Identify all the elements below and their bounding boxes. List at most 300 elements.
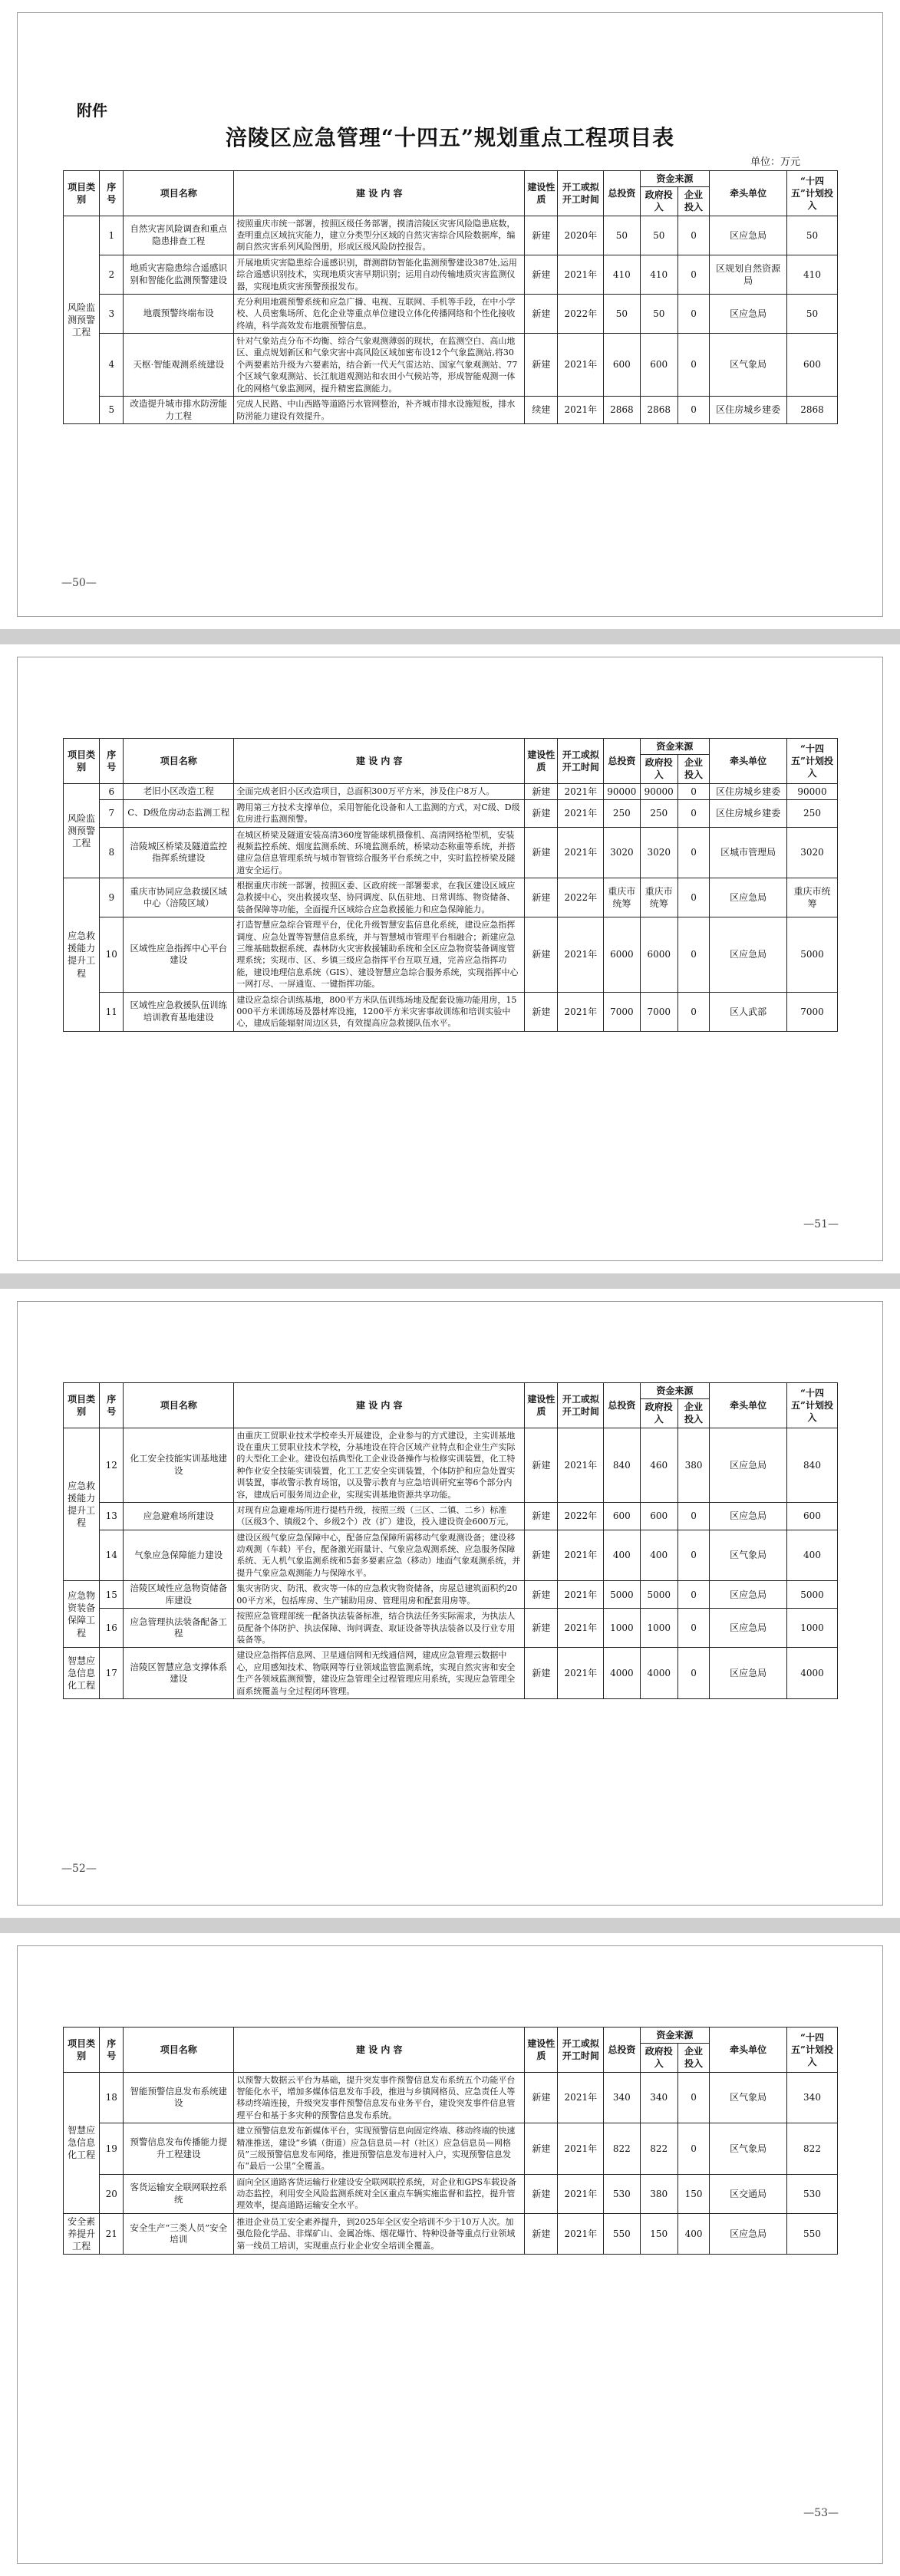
total-cell: 5000 — [604, 1581, 640, 1609]
ent-cell: 0 — [677, 1648, 709, 1699]
table-row — [64, 334, 838, 397]
plan-cell: 3020 — [787, 827, 838, 878]
plan-cell: 250 — [787, 799, 838, 827]
header-name: 项目名称 — [124, 739, 234, 784]
plan-cell: 600 — [787, 1502, 838, 1530]
gov-cell: 250 — [640, 799, 677, 827]
total-cell: 3020 — [604, 827, 640, 878]
start-year-cell: 2021年 — [558, 827, 604, 878]
project-table — [63, 2027, 838, 2255]
gov-cell: 5000 — [640, 1581, 677, 1609]
plan-cell: 重庆市统筹 — [787, 878, 838, 917]
nature-cell: 新建 — [525, 216, 558, 255]
project-name-cell: 涪陵区智慧应急支撑体系建设 — [124, 1648, 234, 1699]
total-cell: 400 — [604, 1530, 640, 1581]
header-category: 项目类别 — [64, 1383, 100, 1428]
ent-cell: 0 — [677, 992, 709, 1031]
content-cell: 对现有应急避难场所进行提档升级，按照三级（三区、二镇、二乡）标准（区级3个、镇级2个、乡级2个）改（扩）建设，投入建设资金600万元。 — [234, 1502, 525, 1530]
gov-cell: 150 — [640, 2213, 677, 2255]
start-year-cell: 2022年 — [558, 294, 604, 333]
header-content: 建 设 内 容 — [234, 739, 525, 784]
project-name-cell: 安全生产“三类人员”安全培训 — [124, 2213, 234, 2255]
header-total: 总投资 — [604, 2028, 640, 2073]
gov-cell: 3020 — [640, 827, 677, 878]
header-funds: 资金来源 — [640, 1383, 710, 1399]
nature-cell: 新建 — [525, 783, 558, 799]
project-name-cell: 重庆市协同应急救援区域中心（涪陵区域） — [124, 878, 234, 917]
lead-cell: 区气象局 — [710, 2072, 787, 2123]
project-name-cell: 气象应急保障能力建设 — [124, 1530, 234, 1581]
project-name-cell: 涪陵区域性应急物资储备库建设 — [124, 1581, 234, 1609]
nature-cell: 新建 — [525, 799, 558, 827]
lead-cell: 区气象局 — [710, 2123, 787, 2175]
seq-cell: 13 — [100, 1502, 124, 1530]
table-row — [64, 878, 838, 917]
ent-cell: 150 — [677, 2174, 709, 2213]
seq-cell: 2 — [100, 255, 124, 294]
start-year-cell: 2022年 — [558, 878, 604, 917]
start-year-cell: 2021年 — [558, 992, 604, 1031]
project-name-cell: 应急避难场所建设 — [124, 1502, 234, 1530]
lead-cell: 区应急局 — [710, 917, 787, 992]
content-cell: 开展地质灾害隐患综合遥感识别，群测群防智能化监测预警建设387处,运用综合遥感识别技术，实现地质灾害早期识别；运用自动传输地质灾害监测仪器，实现地质灾害预警预报发布。 — [234, 255, 525, 294]
page-number: —51— — [803, 1218, 839, 1230]
content-cell: 针对气象站点分布不均衡、综合气象观测薄弱的现状，在监测空白、高山地区、重点规划新区和气象灾害中高风险区域加密布设12个气象监测站,将30个两要素站升级为六要素站，结合新一代天气雷达站、国家气象观测站、77个区域气象观测站、长江航道观测站和农田小气候站等，形成智能观测一体化的网格气象监测网，提升精密监测能力。 — [234, 334, 525, 397]
project-name-cell: 区域性应急指挥中心平台建设 — [124, 917, 234, 992]
header-total: 总投资 — [604, 739, 640, 784]
nature-cell: 新建 — [525, 1502, 558, 1530]
header-ent: 企业投入 — [677, 2044, 709, 2072]
gov-cell: 600 — [640, 334, 677, 397]
lead-cell: 区住房城乡建委 — [710, 397, 787, 424]
header-content: 建 设 内 容 — [234, 171, 525, 216]
plan-cell: 4000 — [787, 1648, 838, 1699]
plan-cell: 840 — [787, 1428, 838, 1502]
document-title: 涪陵区应急管理“十四五”规划重点工程项目表 — [225, 125, 675, 150]
project-name-cell: 客货运输安全联网联控系统 — [124, 2174, 234, 2213]
plan-cell: 7000 — [787, 992, 838, 1031]
lead-cell: 区交通局 — [710, 2174, 787, 2213]
header-gov: 政府投入 — [640, 755, 677, 783]
plan-cell: 340 — [787, 2072, 838, 2123]
start-year-cell: 2021年 — [558, 2213, 604, 2255]
header-start-time: 开工或拟开工时间 — [558, 171, 604, 216]
header-ent: 企业投入 — [677, 187, 709, 216]
seq-cell: 7 — [100, 799, 124, 827]
total-cell: 600 — [604, 1502, 640, 1530]
category-cell: 应急救援能力提升工程 — [64, 878, 100, 1032]
project-name-cell: 天枢·智能观测系统建设 — [124, 334, 234, 397]
content-cell: 集灾害防灾、防汛、救灾等一体的应急救灾物资储备，房屋总建筑面积约2000平方米，包括库房、生产辅助用房、管理用房和配套用房等。 — [234, 1581, 525, 1609]
content-cell: 面向全区道路客货运输行业建设安全联网联控系统，对企业和GPS车载设备动态监控，利用安全风险监测系统对全区重点车辆实施监督和监控，提升管理效率，提高道路运输安全水平。 — [234, 2174, 525, 2213]
unit-label: 单位：万元 — [750, 156, 800, 168]
seq-cell: 8 — [100, 827, 124, 878]
lead-cell: 区住房城乡建委 — [710, 799, 787, 827]
category-cell: 应急救援能力提升工程 — [64, 1428, 100, 1581]
ent-cell: 0 — [677, 1530, 709, 1581]
header-seq: 序号 — [100, 1383, 124, 1428]
header-lead: 牵头单位 — [710, 171, 787, 216]
total-cell: 340 — [604, 2072, 640, 2123]
start-year-cell: 2021年 — [558, 1530, 604, 1581]
content-cell: 建设应急指挥信息网、卫星通信网和无线通信网，建成应急管理云数据中心，应用感知技术、物联网等行业领域监管监测系统，实现自然灾害和安全生产各领域监测预警，建设应急管理全过程管理应用系统，实现应急管理全面系统覆盖与全过程闭环管理。 — [234, 1648, 525, 1699]
header-row — [64, 739, 838, 755]
plan-cell: 1000 — [787, 1609, 838, 1648]
gov-cell: 重庆市统筹 — [640, 878, 677, 917]
table-row — [64, 1581, 838, 1609]
gov-cell: 460 — [640, 1428, 677, 1502]
plan-cell: 5000 — [787, 917, 838, 992]
start-year-cell: 2021年 — [558, 1648, 604, 1699]
header-gov: 政府投入 — [640, 1399, 677, 1428]
total-cell: 250 — [604, 799, 640, 827]
content-cell: 打造智慧应急综合管理平台，优化升级智慧安监信息化系统，建设应急指挥调度、应急处置等智慧信息系统，并与智慧城市管理平台相融合；新建应急三维基础数据系统、森林防火灾害救援辅助系统和全区应急物资装备调度管理系统；实现市、区、乡镇三级应急指挥平台互联互通，完善应急指挥功能，建设地理信息系统（GIS）、建设智慧应急综合服务系统，实现指挥中心一网打尽、一屏通览、一键指挥功能。 — [234, 917, 525, 992]
gov-cell: 1000 — [640, 1609, 677, 1648]
header-ent: 企业投入 — [677, 1399, 709, 1428]
seq-cell: 5 — [100, 397, 124, 424]
header-funds: 资金来源 — [640, 171, 710, 187]
header-row — [64, 171, 838, 187]
project-name-cell: 自然灾害风险调查和重点隐患排查工程 — [124, 216, 234, 255]
plan-cell: 600 — [787, 334, 838, 397]
plan-cell: 90000 — [787, 783, 838, 799]
content-cell: 建设区级气象应急保障中心，配备应急保障所需移动气象观测设备；建设移动观测（车载）平台，配备激光雨量计、气象应急观测系统、应急服务保障系统、无人机气象监测系统和5套多要素应急（移动）地面气象观测系统，并提升气象应急观测能力与保障水平。 — [234, 1530, 525, 1581]
seq-cell: 3 — [100, 294, 124, 333]
table-row — [64, 1428, 838, 1502]
gov-cell: 2868 — [640, 397, 677, 424]
seq-cell: 10 — [100, 917, 124, 992]
ent-cell: 0 — [677, 2072, 709, 2123]
gov-cell: 380 — [640, 2174, 677, 2213]
seq-cell: 14 — [100, 1530, 124, 1581]
table-row — [64, 917, 838, 992]
header-plan: “十四五”计划投入 — [787, 1383, 838, 1428]
ent-cell: 0 — [677, 1609, 709, 1648]
lead-cell: 区住房城乡建委 — [710, 783, 787, 799]
seq-cell: 17 — [100, 1648, 124, 1699]
header-plan: “十四五”计划投入 — [787, 171, 838, 216]
header-category: 项目类别 — [64, 171, 100, 216]
seq-cell: 12 — [100, 1428, 124, 1502]
gov-cell: 6000 — [640, 917, 677, 992]
gov-cell: 600 — [640, 1502, 677, 1530]
category-cell: 智慧应急信息化工程 — [64, 2072, 100, 2213]
ent-cell: 0 — [677, 917, 709, 992]
project-name-cell: 老旧小区改造工程 — [124, 783, 234, 799]
table-row — [64, 799, 838, 827]
plan-cell: 410 — [787, 255, 838, 294]
lead-cell: 区应急局 — [710, 1502, 787, 1530]
ent-cell: 0 — [677, 1502, 709, 1530]
start-year-cell: 2021年 — [558, 783, 604, 799]
header-ent: 企业投入 — [677, 755, 709, 783]
lead-cell: 区应急局 — [710, 2213, 787, 2255]
nature-cell: 新建 — [525, 878, 558, 917]
start-year-cell: 2021年 — [558, 1609, 604, 1648]
header-content: 建 设 内 容 — [234, 2028, 525, 2073]
header-row — [64, 2028, 838, 2044]
header-name: 项目名称 — [124, 1383, 234, 1428]
header-funds: 资金来源 — [640, 2028, 710, 2044]
category-cell: 安全素养提升工程 — [64, 2213, 100, 2255]
nature-cell: 新建 — [525, 917, 558, 992]
total-cell: 7000 — [604, 992, 640, 1031]
gov-cell: 822 — [640, 2123, 677, 2175]
seq-cell: 16 — [100, 1609, 124, 1648]
nature-cell: 新建 — [525, 2213, 558, 2255]
total-cell: 410 — [604, 255, 640, 294]
category-cell: 应急物资装备保障工程 — [64, 1581, 100, 1648]
header-total: 总投资 — [604, 1383, 640, 1428]
gov-cell: 7000 — [640, 992, 677, 1031]
nature-cell: 新建 — [525, 992, 558, 1031]
start-year-cell: 2021年 — [558, 2072, 604, 2123]
lead-cell: 区应急局 — [710, 1428, 787, 1502]
project-name-cell: 区域性应急救援队伍训练培训教育基地建设 — [124, 992, 234, 1031]
project-name-cell: 涪陵城区桥梁及隧道监控指挥系统建设 — [124, 827, 234, 878]
seq-cell: 21 — [100, 2213, 124, 2255]
header-nature: 建设性质 — [525, 739, 558, 784]
total-cell: 50 — [604, 294, 640, 333]
start-year-cell: 2021年 — [558, 2174, 604, 2213]
seq-cell: 18 — [100, 2072, 124, 2123]
page-number: —50— — [61, 577, 97, 589]
nature-cell: 新建 — [525, 1530, 558, 1581]
table-row — [64, 1609, 838, 1648]
start-year-cell: 2022年 — [558, 1502, 604, 1530]
total-cell: 6000 — [604, 917, 640, 992]
project-name-cell: 改造提升城市排水防涝能力工程 — [124, 397, 234, 424]
total-cell: 822 — [604, 2123, 640, 2175]
nature-cell: 续建 — [525, 397, 558, 424]
ent-cell: 0 — [677, 2123, 709, 2175]
header-total: 总投资 — [604, 171, 640, 216]
header-start-time: 开工或拟开工时间 — [558, 1383, 604, 1428]
header-gov: 政府投入 — [640, 2044, 677, 2072]
plan-cell: 50 — [787, 216, 838, 255]
content-cell: 建设应急综合训练基地，800平方米队伍训练场地及配套设施功能用房，15000平方米训练场及器材库设施，1200平方米灾害事故训练和培训实验中心，建成后能辐射周边区县，有效提高应急救援队伍水平。 — [234, 992, 525, 1031]
project-name-cell: 智能预警信息发布系统建设 — [124, 2072, 234, 2123]
total-cell: 2868 — [604, 397, 640, 424]
ent-cell: 0 — [677, 799, 709, 827]
project-name-cell: 应急管理执法装备配备工程 — [124, 1609, 234, 1648]
header-seq: 序号 — [100, 171, 124, 216]
page-number: —53— — [803, 2507, 839, 2519]
header-row — [64, 1383, 838, 1399]
ent-cell: 0 — [677, 397, 709, 424]
nature-cell: 新建 — [525, 827, 558, 878]
header-lead: 牵头单位 — [710, 2028, 787, 2073]
lead-cell: 区规划自然资源局 — [710, 255, 787, 294]
content-cell: 根据重庆市统一部署，按照区委、区政府统一部署要求，在我区建设区域应急救援中心，突出救援攻坚、协同调度、队伍驻地、日常训练、物资储备、装备保障等功能，全面提升区域综合应急救援能力和应急保障能力。 — [234, 878, 525, 917]
table-row — [64, 2123, 838, 2175]
table-row — [64, 827, 838, 878]
header-nature: 建设性质 — [525, 1383, 558, 1428]
start-year-cell: 2021年 — [558, 255, 604, 294]
total-cell: 530 — [604, 2174, 640, 2213]
plan-cell: 550 — [787, 2213, 838, 2255]
project-name-cell: 地震预警终端布设 — [124, 294, 234, 333]
header-plan: “十四五”计划投入 — [787, 2028, 838, 2073]
header-plan: “十四五”计划投入 — [787, 739, 838, 784]
seq-cell: 19 — [100, 2123, 124, 2175]
total-cell: 50 — [604, 216, 640, 255]
category-cell: 风险监测预警工程 — [64, 216, 100, 424]
start-year-cell: 2021年 — [558, 917, 604, 992]
category-cell: 智慧应急信息化工程 — [64, 1648, 100, 1699]
seq-cell: 1 — [100, 216, 124, 255]
gov-cell: 50 — [640, 216, 677, 255]
header-lead: 牵头单位 — [710, 1383, 787, 1428]
start-year-cell: 2021年 — [558, 397, 604, 424]
project-table — [63, 1382, 838, 1699]
ent-cell: 0 — [677, 1581, 709, 1609]
ent-cell: 400 — [677, 2213, 709, 2255]
table-row — [64, 216, 838, 255]
start-year-cell: 2021年 — [558, 334, 604, 397]
lead-cell: 区人武部 — [710, 992, 787, 1031]
category-cell: 风险监测预警工程 — [64, 783, 100, 878]
content-cell: 完成人民路、中山西路等道路污水管网整治，补齐城市排水设施短板，排水防涝能力建设有效提升。 — [234, 397, 525, 424]
header-start-time: 开工或拟开工时间 — [558, 739, 604, 784]
project-name-cell: C、D级危房动态监测工程 — [124, 799, 234, 827]
seq-cell: 15 — [100, 1581, 124, 1609]
table-row — [64, 294, 838, 333]
lead-cell: 区城市管理局 — [710, 827, 787, 878]
content-cell: 建立预警信息发布新媒体平台，实现预警信息向固定终端、移动终端的快速精准推送，建设“乡镇（街道）应急信息员—村（社区）应急信息员—网格员”三级预警信息发布网络，推进预警信息发布进村入户，实现预警信息发布“最后一公里”全覆盖。 — [234, 2123, 525, 2175]
content-cell: 全面完成老旧小区改造项目，总面积300万平方米，涉及住户8万人。 — [234, 783, 525, 799]
gov-cell: 50 — [640, 294, 677, 333]
ent-cell: 0 — [677, 216, 709, 255]
plan-cell: 2868 — [787, 397, 838, 424]
total-cell: 重庆市统筹 — [604, 878, 640, 917]
start-year-cell: 2021年 — [558, 2123, 604, 2175]
table-row — [64, 2213, 838, 2255]
header-seq: 序号 — [100, 2028, 124, 2073]
ent-cell: 0 — [677, 294, 709, 333]
content-cell: 推进企业员工安全素养提升，到2025年全区安全培训不少于10万人次。加强危险化学品、非煤矿山、金属冶炼、烟花爆竹、特种设备等重点行业领域第一线员工培训，实现重点行业企业安全培训全覆盖。 — [234, 2213, 525, 2255]
start-year-cell: 2021年 — [558, 1581, 604, 1609]
project-name-cell: 预警信息发布传播能力提升工程建设 — [124, 2123, 234, 2175]
header-lead: 牵头单位 — [710, 739, 787, 784]
seq-cell: 20 — [100, 2174, 124, 2213]
seq-cell: 4 — [100, 334, 124, 397]
plan-cell: 530 — [787, 2174, 838, 2213]
content-cell: 按照应急管理部统一配备执法装备标准，结合执法任务实际需求，为执法人员配备个体防护、执法保障、询问调查、取证设备等执法装备以及行业专用装备等。 — [234, 1609, 525, 1648]
lead-cell: 区应急局 — [710, 216, 787, 255]
plan-cell: 400 — [787, 1530, 838, 1581]
table-row — [64, 1502, 838, 1530]
lead-cell: 区应急局 — [710, 1609, 787, 1648]
header-seq: 序号 — [100, 739, 124, 784]
gov-cell: 90000 — [640, 783, 677, 799]
gov-cell: 410 — [640, 255, 677, 294]
content-cell: 由重庆工贸职业技术学校牵头开展建设，企业参与的方式建设，主实训基地设在重庆工贸职业技术学校，分基地设在符合区域产业特点和企业生产实际的大型化工企业。建设包括典型化工企业设备操作与检修实训装置，化工特种作业安全技能实训装置，化工工艺安全实训装置，个体防护和应急处置实训装置，事故警示教育场馆，以及警示教育与应急培训研究室等6个部分内容，建成后可服务周边企业，实现实训基地资源共享功能。 — [234, 1428, 525, 1502]
header-content: 建 设 内 容 — [234, 1383, 525, 1428]
seq-cell: 6 — [100, 783, 124, 799]
content-cell: 充分利用地震预警系统和应急广播、电视、互联网、手机等手段，在中小学校、人员密集场所、危化企业等重点单位建设立体化传播网络和个性化接收终端，科学高效发布地震预警信息。 — [234, 294, 525, 333]
project-table — [63, 738, 838, 1032]
nature-cell: 新建 — [525, 1609, 558, 1648]
content-cell: 按照重庆市统一部署，按照区级任务部署，摸清涪陵区灾害风险隐患底数，查明重点区域抗灾能力，建立分类型分区域的自然灾害综合风险数据库，编制自然灾害系列风险图册，形成区级风险防控报告。 — [234, 216, 525, 255]
nature-cell: 新建 — [525, 1648, 558, 1699]
table-row — [64, 1648, 838, 1699]
total-cell: 550 — [604, 2213, 640, 2255]
gov-cell: 400 — [640, 1530, 677, 1581]
ent-cell: 0 — [677, 334, 709, 397]
header-category: 项目类别 — [64, 739, 100, 784]
ent-cell: 0 — [677, 255, 709, 294]
page-number: —52— — [61, 1863, 97, 1875]
ent-cell: 0 — [677, 783, 709, 799]
ent-cell: 380 — [677, 1428, 709, 1502]
lead-cell: 区应急局 — [710, 294, 787, 333]
seq-cell: 11 — [100, 992, 124, 1031]
total-cell: 4000 — [604, 1648, 640, 1699]
header-nature: 建设性质 — [525, 171, 558, 216]
attachment-label: 附件 — [77, 101, 107, 120]
nature-cell: 新建 — [525, 2174, 558, 2213]
nature-cell: 新建 — [525, 255, 558, 294]
total-cell: 1000 — [604, 1609, 640, 1648]
project-name-cell: 化工安全技能实训基地建设 — [124, 1428, 234, 1502]
plan-cell: 50 — [787, 294, 838, 333]
header-funds: 资金来源 — [640, 739, 710, 755]
lead-cell: 区气象局 — [710, 334, 787, 397]
start-year-cell: 2021年 — [558, 1428, 604, 1502]
table-row — [64, 2174, 838, 2213]
table-row — [64, 783, 838, 799]
table-row — [64, 397, 838, 424]
plan-cell: 822 — [787, 2123, 838, 2175]
lead-cell: 区应急局 — [710, 1648, 787, 1699]
ent-cell: 0 — [677, 827, 709, 878]
header-nature: 建设性质 — [525, 2028, 558, 2073]
header-name: 项目名称 — [124, 171, 234, 216]
header-gov: 政府投入 — [640, 187, 677, 216]
seq-cell: 9 — [100, 878, 124, 917]
table-row — [64, 2072, 838, 2123]
content-cell: 以预警大数据云平台为基础，提升突发事件预警信息发布系统五个功能平台智能化水平，增加多媒体信息发布手段，推进与乡镇网格员、应急责任人等移动终端连接，升级突发事件预警信息发布业务平台，建设突发事件信息管理平台和基于多灾种的预警信息发布系统。 — [234, 2072, 525, 2123]
total-cell: 840 — [604, 1428, 640, 1502]
table-row — [64, 1530, 838, 1581]
total-cell: 90000 — [604, 783, 640, 799]
nature-cell: 新建 — [525, 2123, 558, 2175]
nature-cell: 新建 — [525, 1428, 558, 1502]
nature-cell: 新建 — [525, 334, 558, 397]
gov-cell: 340 — [640, 2072, 677, 2123]
header-name: 项目名称 — [124, 2028, 234, 2073]
start-year-cell: 2021年 — [558, 799, 604, 827]
content-cell: 聘用第三方技术支撑单位，采用智能化设备和人工监测的方式，对C级、D级危房进行监测预警。 — [234, 799, 525, 827]
ent-cell: 0 — [677, 878, 709, 917]
header-category: 项目类别 — [64, 2028, 100, 2073]
content-cell: 在城区桥梁及隧道安装高清360度智能球机摄像机、高清网络枪型机，安装视频监控系统、烟度监测系统、环境监测系统，桥梁动态称重等系统，并搭建应急信息管理系统与城市智管综合服务平台系统之中，实时监控桥梁及隧道安全运行。 — [234, 827, 525, 878]
nature-cell: 新建 — [525, 1581, 558, 1609]
plan-cell: 5000 — [787, 1581, 838, 1609]
total-cell: 600 — [604, 334, 640, 397]
project-table — [63, 170, 838, 424]
project-name-cell: 地质灾害隐患综合遥感识别和智能化监测预警建设 — [124, 255, 234, 294]
lead-cell: 区应急局 — [710, 1581, 787, 1609]
lead-cell: 区气象局 — [710, 1530, 787, 1581]
nature-cell: 新建 — [525, 294, 558, 333]
header-start-time: 开工或拟开工时间 — [558, 2028, 604, 2073]
table-row — [64, 255, 838, 294]
nature-cell: 新建 — [525, 2072, 558, 2123]
lead-cell: 区应急局 — [710, 878, 787, 917]
table-row — [64, 992, 838, 1031]
